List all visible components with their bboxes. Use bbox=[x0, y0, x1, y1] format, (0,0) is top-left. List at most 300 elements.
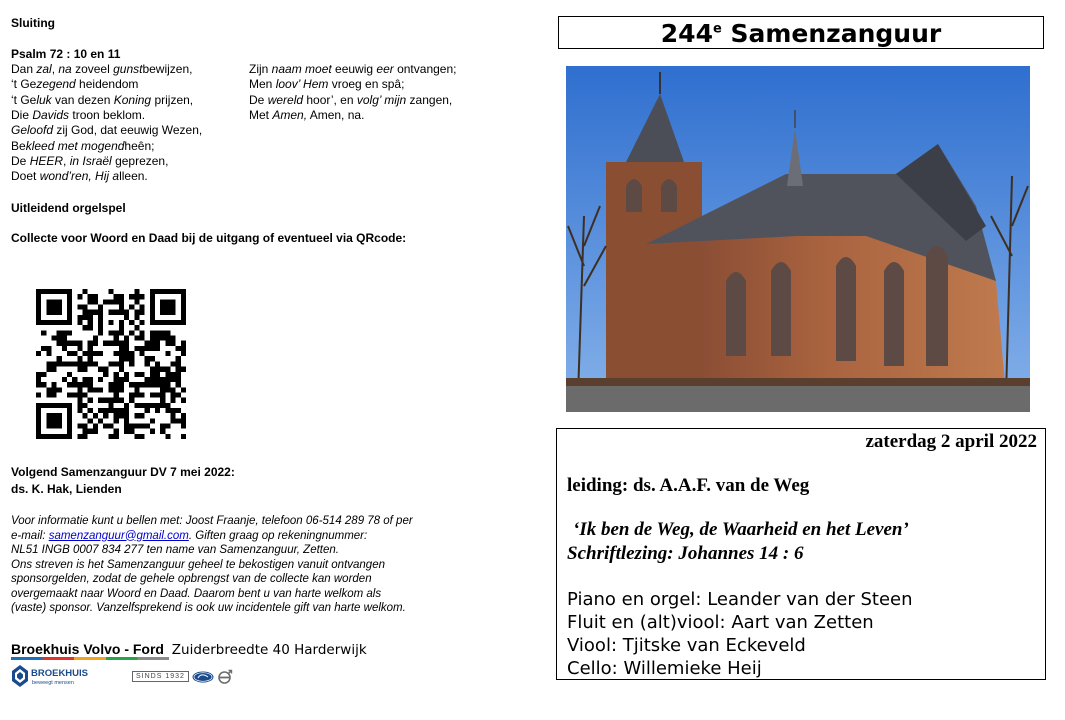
qr-module bbox=[108, 382, 113, 387]
qr-module bbox=[165, 408, 170, 413]
qr-module bbox=[98, 310, 103, 315]
page-title bbox=[559, 19, 1043, 48]
psalm-verse-segment: naam moet bbox=[271, 62, 332, 76]
qr-module bbox=[176, 377, 181, 382]
qr-module bbox=[129, 398, 134, 403]
qr-module bbox=[170, 418, 175, 423]
qr-module bbox=[134, 294, 139, 299]
qr-module bbox=[124, 372, 129, 377]
qr-module bbox=[108, 408, 113, 413]
service-info-box bbox=[556, 428, 1046, 680]
qr-module bbox=[129, 392, 134, 397]
qr-module bbox=[134, 336, 139, 341]
qr-module bbox=[129, 351, 134, 356]
psalm-verse-segment: gunst bbox=[113, 62, 143, 76]
psalm-verse-segment: volg’ mijn bbox=[356, 92, 407, 107]
qr-module bbox=[124, 429, 129, 434]
service-leader: leiding: ds. A.A.F. van de Weg bbox=[567, 475, 810, 496]
qr-module bbox=[129, 356, 134, 361]
qr-module bbox=[98, 351, 103, 356]
qr-module bbox=[88, 418, 93, 423]
qr-module bbox=[88, 408, 93, 413]
qr-module bbox=[77, 382, 82, 387]
qr-module bbox=[114, 418, 119, 423]
qr-module bbox=[83, 325, 88, 330]
qr-module bbox=[62, 330, 67, 335]
psalm-verse-segment: lleen. bbox=[119, 169, 148, 184]
psalm-verse-segment: Met bbox=[249, 107, 273, 122]
qr-module bbox=[165, 336, 170, 341]
qr-module bbox=[134, 382, 139, 387]
qr-module bbox=[150, 346, 155, 351]
qr-module bbox=[139, 310, 144, 315]
qr-module bbox=[181, 434, 186, 439]
qr-module bbox=[77, 403, 82, 408]
qr-module bbox=[124, 351, 129, 356]
qr-module bbox=[83, 289, 88, 294]
sponsor-logos bbox=[11, 664, 236, 690]
qr-module bbox=[98, 377, 103, 382]
qr-module bbox=[181, 346, 186, 351]
qr-module bbox=[98, 367, 103, 372]
qr-module bbox=[88, 315, 93, 320]
broekhuis-logo-icon bbox=[11, 664, 29, 688]
qr-module bbox=[98, 325, 103, 330]
qr-module bbox=[155, 377, 160, 382]
qr-module bbox=[145, 361, 150, 366]
qr-module bbox=[150, 356, 155, 361]
volvo-logo-icon bbox=[217, 669, 233, 685]
qr-module bbox=[88, 361, 93, 366]
musician-line: Piano en orgel: Leander van der Steen bbox=[567, 589, 913, 610]
qr-module bbox=[114, 377, 119, 382]
psalm-verse-segment: hoor’, en bbox=[303, 92, 357, 107]
qr-module bbox=[108, 387, 113, 392]
qr-module bbox=[93, 413, 98, 418]
qr-module bbox=[88, 351, 93, 356]
qr-code[interactable] bbox=[36, 289, 186, 439]
next-service-preacher: ds. K. Hak, Lienden bbox=[11, 482, 122, 496]
qr-module bbox=[62, 377, 67, 382]
qr-module bbox=[114, 299, 119, 304]
sinds-badge: SINDS 1932 bbox=[132, 671, 189, 682]
psalm-verse-segment: zij God, dat eeuwig Wezen, bbox=[53, 123, 203, 138]
qr-module bbox=[67, 382, 72, 387]
qr-module bbox=[52, 336, 57, 341]
qr-module bbox=[103, 299, 108, 304]
qr-module bbox=[139, 294, 144, 299]
qr-module bbox=[124, 418, 129, 423]
qr-module bbox=[57, 330, 62, 335]
info-line: NL51 INGB 0007 834 277 ten name van Samenzanguur, Zetten. bbox=[11, 544, 339, 556]
qr-module bbox=[119, 356, 124, 361]
qr-module bbox=[145, 408, 150, 413]
qr-module bbox=[119, 310, 124, 315]
psalm-verse-segment: Geloofd bbox=[11, 123, 54, 138]
qr-module bbox=[181, 398, 186, 403]
qr-module bbox=[181, 423, 186, 428]
title-box bbox=[558, 16, 1044, 49]
musician-line: Cello: Willemieke Heij bbox=[567, 658, 762, 679]
qr-module bbox=[160, 423, 165, 428]
qr-module bbox=[150, 372, 155, 377]
qr-module bbox=[103, 408, 108, 413]
qr-module bbox=[170, 387, 175, 392]
qr-module bbox=[145, 341, 150, 346]
psalm-verse-segment: Men bbox=[249, 77, 276, 92]
qr-module bbox=[108, 341, 113, 346]
qr-module bbox=[134, 346, 139, 351]
qr-module bbox=[139, 413, 144, 418]
qr-module bbox=[46, 387, 51, 392]
info-paragraph bbox=[11, 514, 413, 616]
qr-module bbox=[150, 377, 155, 382]
psalm-verse-segment: wond’ren, Hij a bbox=[39, 169, 120, 184]
qr-module bbox=[134, 299, 139, 304]
psalm-verse-segment: Amen, na. bbox=[307, 107, 365, 122]
qr-module bbox=[103, 367, 108, 372]
qr-module bbox=[88, 382, 93, 387]
qr-module bbox=[139, 351, 144, 356]
qr-module bbox=[108, 310, 113, 315]
psalm-verse-line bbox=[11, 77, 138, 92]
psalm-verse-segment: zoveel bbox=[71, 62, 114, 76]
qr-module bbox=[114, 372, 119, 377]
qr-module bbox=[139, 320, 144, 325]
qr-module bbox=[150, 392, 155, 397]
qr-module bbox=[124, 377, 129, 382]
qr-module bbox=[41, 372, 46, 377]
qr-module bbox=[83, 377, 88, 382]
qr-module bbox=[124, 356, 129, 361]
qr-module bbox=[134, 392, 139, 397]
sponsor-color-bar bbox=[11, 657, 169, 660]
psalm-verse-segment: Doet bbox=[11, 169, 40, 184]
qr-module bbox=[88, 377, 93, 382]
qr-module bbox=[52, 361, 57, 366]
qr-module bbox=[114, 408, 119, 413]
qr-module bbox=[103, 341, 108, 346]
qr-module bbox=[150, 418, 155, 423]
qr-module bbox=[41, 346, 46, 351]
psalm-verse-segment: zal bbox=[36, 62, 52, 76]
qr-module bbox=[119, 377, 124, 382]
qr-module bbox=[119, 351, 124, 356]
psalm-verse-segment: ontvangen; bbox=[393, 62, 457, 76]
psalm-verse-segment: van dezen bbox=[51, 92, 114, 107]
qr-module bbox=[83, 367, 88, 372]
qr-module bbox=[139, 423, 144, 428]
psalm-verse-segment: loov’ Hem bbox=[275, 77, 329, 92]
qr-module bbox=[124, 413, 129, 418]
sponsor-line bbox=[11, 641, 367, 658]
psalm-reference: Psalm 72 : 10 en 11 bbox=[11, 47, 121, 61]
qr-module bbox=[124, 310, 129, 315]
qr-module bbox=[129, 320, 134, 325]
qr-module bbox=[57, 356, 62, 361]
qr-module bbox=[165, 367, 170, 372]
qr-module bbox=[98, 315, 103, 320]
qr-module bbox=[150, 330, 155, 335]
qr-module bbox=[129, 361, 134, 366]
qr-finder-pattern bbox=[160, 299, 176, 315]
qr-module bbox=[83, 310, 88, 315]
qr-module bbox=[165, 377, 170, 382]
qr-module bbox=[88, 387, 93, 392]
qr-module bbox=[52, 392, 57, 397]
qr-module bbox=[77, 434, 82, 439]
qr-module bbox=[119, 361, 124, 366]
qr-module bbox=[170, 408, 175, 413]
qr-module bbox=[150, 382, 155, 387]
ford-logo-icon bbox=[192, 671, 214, 683]
psalm-verse-segment: Koning bbox=[113, 92, 152, 107]
qr-module bbox=[77, 423, 82, 428]
psalm-verse-segment: , bbox=[51, 62, 59, 76]
musician-line: Viool: Tjitske van Eckeveld bbox=[567, 635, 806, 656]
qr-module bbox=[176, 408, 181, 413]
qr-module bbox=[176, 418, 181, 423]
qr-module bbox=[108, 403, 113, 408]
qr-module bbox=[103, 372, 108, 377]
psalm-verse-segment: Be bbox=[11, 138, 26, 153]
qr-module bbox=[155, 336, 160, 341]
qr-module bbox=[72, 392, 77, 397]
qr-module bbox=[114, 330, 119, 335]
qr-module bbox=[155, 403, 160, 408]
qr-module bbox=[108, 398, 113, 403]
qr-module bbox=[145, 382, 150, 387]
qr-module bbox=[57, 387, 62, 392]
qr-module bbox=[77, 341, 82, 346]
qr-module bbox=[160, 330, 165, 335]
qr-module bbox=[150, 429, 155, 434]
psalm-verse-line bbox=[11, 169, 148, 184]
qr-module bbox=[165, 387, 170, 392]
qr-module bbox=[165, 351, 170, 356]
qr-module bbox=[36, 377, 41, 382]
qr-module bbox=[98, 320, 103, 325]
qr-module bbox=[181, 418, 186, 423]
qr-module bbox=[108, 289, 113, 294]
qr-module bbox=[170, 377, 175, 382]
scripture-reading: Schriftlezing: Johannes 14 : 6 bbox=[567, 543, 804, 564]
qr-module bbox=[67, 351, 72, 356]
qr-module bbox=[114, 310, 119, 315]
psalm-verse-line bbox=[249, 108, 364, 123]
qr-module bbox=[119, 299, 124, 304]
qr-finder-pattern bbox=[46, 413, 62, 429]
qr-module bbox=[114, 361, 119, 366]
qr-module bbox=[170, 361, 175, 366]
qr-module bbox=[176, 361, 181, 366]
psalm-verse-segment: Die bbox=[11, 107, 33, 122]
qr-module bbox=[155, 372, 160, 377]
qr-module bbox=[88, 320, 93, 325]
qr-module bbox=[160, 429, 165, 434]
info-line: overgemaakt naar Woord en Daad. Daarom bent u van harte welkom als bbox=[11, 587, 382, 600]
qr-module bbox=[119, 382, 124, 387]
psalm-verse-segment: geprezen, bbox=[111, 153, 169, 168]
qr-module bbox=[129, 294, 134, 299]
qr-module bbox=[62, 341, 67, 346]
qr-module bbox=[139, 434, 144, 439]
qr-finder-pattern bbox=[46, 299, 62, 315]
qr-module bbox=[145, 403, 150, 408]
qr-module bbox=[93, 299, 98, 304]
qr-module bbox=[145, 377, 150, 382]
qr-module bbox=[145, 356, 150, 361]
qr-module bbox=[41, 330, 46, 335]
qr-module bbox=[88, 398, 93, 403]
qr-module bbox=[165, 330, 170, 335]
qr-module bbox=[67, 330, 72, 335]
qr-module bbox=[134, 315, 139, 320]
qr-module bbox=[36, 372, 41, 377]
qr-module bbox=[134, 387, 139, 392]
qr-module bbox=[165, 382, 170, 387]
qr-module bbox=[119, 305, 124, 310]
qr-module bbox=[72, 351, 77, 356]
collecte-heading: Collecte voor Woord en Daad bij de uitgang of eventueel via QRcode: bbox=[11, 231, 407, 245]
psalm-verse-segment: zangen, bbox=[406, 92, 453, 107]
qr-module bbox=[150, 367, 155, 372]
qr-module bbox=[134, 289, 139, 294]
qr-module bbox=[176, 356, 181, 361]
qr-module bbox=[72, 377, 77, 382]
qr-module bbox=[98, 305, 103, 310]
title-text: Samenzanguur bbox=[721, 19, 942, 48]
psalm-verse-segment: wereld bbox=[267, 92, 304, 107]
qr-module bbox=[77, 398, 82, 403]
qr-module bbox=[77, 356, 82, 361]
service-theme: ‘Ik ben de Weg, de Waarheid en het Leven’ bbox=[573, 519, 909, 540]
next-service-date: Volgend Samenzanguur DV 7 mei 2022: bbox=[11, 465, 235, 479]
qr-module bbox=[155, 346, 160, 351]
info-line: (vaste) sponsor. Vanzelfsprekend is ook uw incidentele gift van harte welkom. bbox=[11, 602, 406, 614]
qr-module bbox=[108, 320, 113, 325]
qr-module bbox=[134, 372, 139, 377]
qr-module bbox=[83, 434, 88, 439]
email-link[interactable]: samenzanguur@gmail.com bbox=[48, 529, 189, 542]
psalm-verse-segment: na bbox=[58, 62, 72, 76]
info-line: sponsorgelden, zodat de gehele opbrengst van de collecte kan worden bbox=[11, 573, 372, 585]
qr-module bbox=[155, 392, 160, 397]
qr-module bbox=[119, 346, 124, 351]
qr-module bbox=[114, 392, 119, 397]
qr-module bbox=[139, 382, 144, 387]
psalm-verse-line bbox=[11, 62, 192, 77]
psalm-verse-line bbox=[249, 93, 452, 108]
qr-module bbox=[139, 305, 144, 310]
qr-module bbox=[155, 382, 160, 387]
qr-module bbox=[114, 434, 119, 439]
qr-module bbox=[103, 413, 108, 418]
qr-module bbox=[124, 346, 129, 351]
qr-module bbox=[124, 423, 129, 428]
qr-module bbox=[114, 413, 119, 418]
broekhuis-logo-text: BROEKHUIS bbox=[31, 668, 89, 679]
psalm-verse-segment: heidendom bbox=[75, 77, 139, 92]
psalm-verse-segment: vroeg en spâ; bbox=[328, 77, 405, 92]
qr-module bbox=[134, 423, 139, 428]
qr-module bbox=[83, 361, 88, 366]
qr-module bbox=[165, 403, 170, 408]
qr-module bbox=[77, 387, 82, 392]
qr-module bbox=[114, 351, 119, 356]
qr-module bbox=[170, 336, 175, 341]
qr-module bbox=[114, 387, 119, 392]
qr-module bbox=[83, 413, 88, 418]
qr-module bbox=[114, 429, 119, 434]
qr-module bbox=[52, 382, 57, 387]
qr-module bbox=[67, 392, 72, 397]
qr-module bbox=[77, 294, 82, 299]
qr-module bbox=[170, 372, 175, 377]
qr-module bbox=[176, 372, 181, 377]
qr-module bbox=[176, 392, 181, 397]
qr-module bbox=[134, 413, 139, 418]
info-text: e-mail: bbox=[11, 529, 49, 542]
qr-module bbox=[155, 330, 160, 335]
info-line: Voor informatie kunt u bellen met: Joost Fraanje, telefoon 06-514 289 78 of per bbox=[11, 515, 413, 527]
qr-module bbox=[114, 341, 119, 346]
qr-module bbox=[57, 341, 62, 346]
qr-module bbox=[36, 392, 41, 397]
sponsor-address: Zuiderbreedte 40 Harderwijk bbox=[171, 642, 367, 658]
qr-module bbox=[119, 408, 124, 413]
qr-module bbox=[77, 305, 82, 310]
psalm-verse-segment: zegend bbox=[36, 77, 76, 92]
section-heading-sluiting: Sluiting bbox=[11, 16, 55, 30]
qr-module bbox=[93, 387, 98, 392]
qr-module bbox=[176, 367, 181, 372]
qr-module bbox=[155, 361, 160, 366]
qr-module bbox=[77, 392, 82, 397]
qr-module bbox=[119, 320, 124, 325]
qr-module bbox=[145, 423, 150, 428]
qr-module bbox=[88, 346, 93, 351]
qr-module bbox=[93, 361, 98, 366]
qr-module bbox=[119, 413, 124, 418]
qr-module bbox=[176, 346, 181, 351]
psalm-verse-segment: Davids bbox=[32, 107, 70, 122]
psalm-verse-segment: troon beklom. bbox=[69, 107, 146, 122]
psalm-verse-segment: ‘t Ge bbox=[11, 92, 37, 107]
musician-line: Fluit en (alt)viool: Aart van Zetten bbox=[567, 612, 874, 633]
qr-module bbox=[108, 361, 113, 366]
qr-module bbox=[129, 423, 134, 428]
qr-module bbox=[46, 392, 51, 397]
qr-module bbox=[67, 372, 72, 377]
info-line: Ons streven is het Samenzanguur geheel te bekostigen vanuit ontvangen bbox=[11, 558, 385, 571]
qr-module bbox=[160, 403, 165, 408]
qr-module bbox=[139, 330, 144, 335]
qr-module bbox=[98, 387, 103, 392]
psalm-verse-line bbox=[249, 62, 456, 77]
qr-module bbox=[139, 403, 144, 408]
qr-module bbox=[134, 403, 139, 408]
qr-module bbox=[170, 398, 175, 403]
qr-module bbox=[181, 387, 186, 392]
qr-module bbox=[108, 434, 113, 439]
qr-module bbox=[134, 310, 139, 315]
qr-module bbox=[129, 330, 134, 335]
qr-module bbox=[52, 367, 57, 372]
psalm-verse-segment: eeuwig bbox=[331, 62, 377, 76]
psalm-verse-segment: in Israël bbox=[69, 153, 112, 168]
qr-module bbox=[88, 325, 93, 330]
